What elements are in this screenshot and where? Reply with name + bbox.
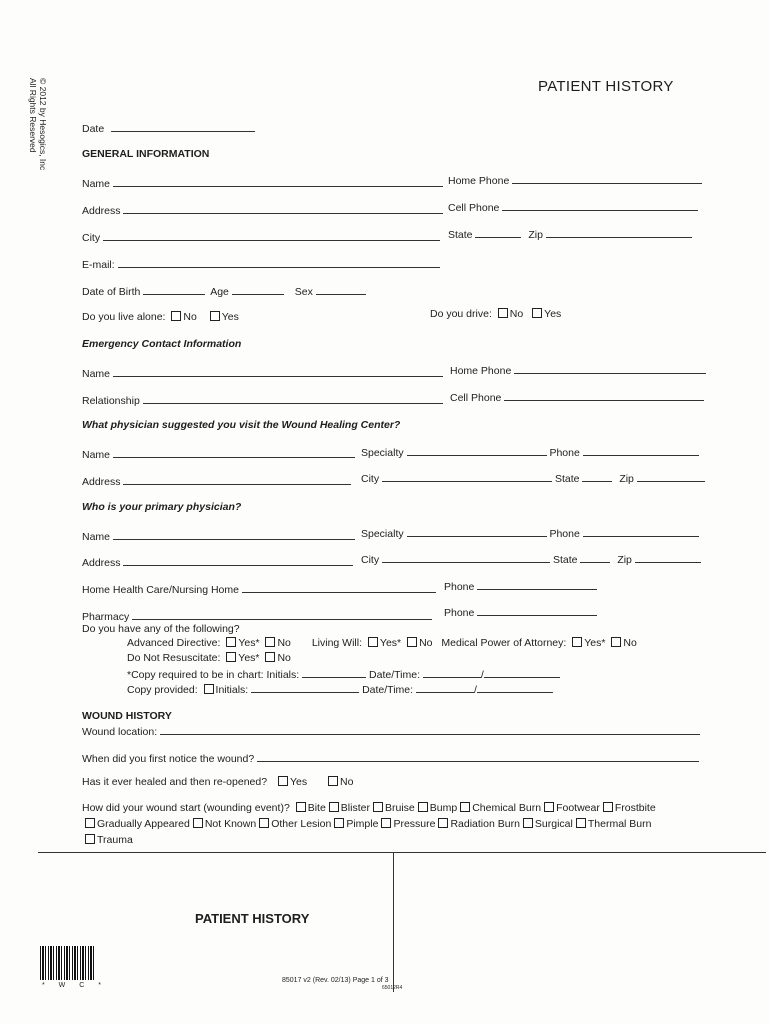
footer-divider <box>38 852 766 853</box>
primary-city-row <box>361 552 701 566</box>
cause-row1-checkbox-5[interactable] <box>544 802 554 812</box>
dnr-no-checkbox[interactable] <box>265 652 275 662</box>
referring-address-row <box>82 474 351 488</box>
city-label: City <box>82 232 101 244</box>
home-phone-label: Home Phone <box>448 175 510 187</box>
cause-row2-label-1: Not Known <box>204 818 257 830</box>
cause-row1-label-4: Chemical Burn <box>472 802 542 814</box>
poa-no-label: No <box>623 637 637 649</box>
home-health-phone-label: Phone <box>444 581 475 593</box>
emergency-home-phone-row <box>450 363 706 377</box>
healed-no-checkbox[interactable] <box>328 776 338 786</box>
city-field[interactable] <box>103 230 440 241</box>
name-label: Name <box>82 178 111 190</box>
drive-label: Do you drive: <box>430 308 492 320</box>
emergency-cell-field[interactable] <box>504 390 704 401</box>
referring-city-row <box>361 471 705 485</box>
cause-row2-checkbox-2[interactable] <box>259 818 269 828</box>
dob-field[interactable] <box>143 284 205 295</box>
wound-location-field[interactable] <box>160 724 700 735</box>
primary-specialty-field[interactable] <box>407 526 547 537</box>
dnr-label: Do Not Resuscitate: <box>127 652 221 664</box>
advanced-no-checkbox[interactable] <box>265 637 275 647</box>
primary-zip-label: Zip <box>617 554 632 566</box>
wound-start-row1 <box>82 802 656 814</box>
referring-name-label: Name <box>82 449 111 461</box>
live-alone-row <box>82 311 239 323</box>
dnr-row <box>127 652 291 664</box>
state-field[interactable] <box>475 227 521 238</box>
zip-label: Zip <box>528 229 543 241</box>
address-label: Address <box>82 205 121 217</box>
copyright-vertical: © 2012 by Hesogics, Inc All Rights Reserved <box>28 78 48 171</box>
slash-separator: / <box>480 669 484 681</box>
copy-provided-initials-field[interactable] <box>251 682 359 693</box>
dob-row <box>82 284 366 298</box>
wound-start-label: How did your wound start (wounding event)? <box>82 802 290 814</box>
general-name-row <box>82 176 443 190</box>
referring-state-label: State <box>554 473 580 485</box>
living-will-yes-label: Yes* <box>379 637 402 649</box>
healed-yes-checkbox[interactable] <box>278 776 288 786</box>
cause-row2-label-5: Radiation Burn <box>450 818 520 830</box>
cause-row1-label-3: Bump <box>429 802 458 814</box>
live-alone-yes-label: Yes <box>221 311 239 323</box>
home-phone-field[interactable] <box>512 173 702 184</box>
cause-row2-label-2: Other Lesion <box>271 818 332 830</box>
page-title: PATIENT HISTORY <box>538 78 674 95</box>
home-health-row <box>82 582 436 596</box>
wound-heading: WOUND HISTORY <box>82 710 172 722</box>
primary-specialty-label: Specialty <box>361 528 404 540</box>
primary-address-row <box>82 555 353 569</box>
cause-row2-checkbox-3[interactable] <box>334 818 344 828</box>
general-address-row <box>82 203 443 217</box>
referring-phone-field[interactable] <box>583 445 699 456</box>
footer-title: PATIENT HISTORY <box>195 911 310 926</box>
emergency-home-phone-field[interactable] <box>514 363 706 374</box>
referring-address-field[interactable] <box>123 474 351 485</box>
copy-required-date-field[interactable] <box>423 667 481 678</box>
copy-provided-label: Copy provided: <box>127 684 198 696</box>
home-health-label: Home Health Care/Nursing Home <box>82 584 239 596</box>
poa-label: Medical Power of Attorney: <box>441 637 567 649</box>
drive-no-checkbox[interactable] <box>498 308 508 318</box>
general-city-row <box>82 230 440 244</box>
email-row <box>82 257 440 271</box>
cause-row1-label-1: Blister <box>340 802 370 814</box>
cause-row3-checkbox-0[interactable] <box>85 834 95 844</box>
cause-row2-checkbox-0[interactable] <box>85 818 95 828</box>
age-field[interactable] <box>232 284 284 295</box>
cause-row1-label-2: Bruise <box>384 802 415 814</box>
date-row <box>82 121 255 135</box>
copy-provided-time-field[interactable] <box>477 682 553 693</box>
home-health-phone-row <box>444 579 597 593</box>
cause-row1-checkbox-1[interactable] <box>329 802 339 812</box>
slash-separator: / <box>473 684 477 696</box>
cell-phone-label: Cell Phone <box>448 202 500 214</box>
living-will-no-label: No <box>419 637 433 649</box>
zip-field[interactable] <box>546 227 692 238</box>
primary-state-label: State <box>552 554 578 566</box>
live-alone-yes-checkbox[interactable] <box>210 311 220 321</box>
pharmacy-phone-label: Phone <box>444 607 475 619</box>
cause-row1-checkbox-6[interactable] <box>603 802 613 812</box>
cause-row3-label-0: Trauma <box>97 834 133 846</box>
sex-label: Sex <box>294 286 313 298</box>
referring-address-label: Address <box>82 476 121 488</box>
wound-location-label: Wound location: <box>82 726 158 738</box>
referring-city-field[interactable] <box>382 471 552 482</box>
cause-row2-checkbox-7[interactable] <box>576 818 586 828</box>
referring-zip-label: Zip <box>619 473 634 485</box>
form-code: 85017 v2 (Rev. 02/13) Page 1 of 3 <box>282 977 389 984</box>
advanced-yes-checkbox[interactable] <box>226 637 236 647</box>
cell-phone-row <box>448 200 698 214</box>
relationship-row <box>82 393 443 407</box>
state-zip-row <box>448 227 692 241</box>
pharmacy-phone-field[interactable] <box>477 605 597 616</box>
footer-vertical-divider <box>393 852 394 992</box>
live-alone-no-checkbox[interactable] <box>171 311 181 321</box>
cause-row1-checkbox-4[interactable] <box>460 802 470 812</box>
cause-row2-label-7: Thermal Burn <box>587 818 652 830</box>
date-field[interactable] <box>111 121 255 132</box>
referring-name-field[interactable] <box>113 447 355 458</box>
drive-row <box>430 308 561 320</box>
pharmacy-row <box>82 609 432 623</box>
cause-row2-checkbox-4[interactable] <box>381 818 391 828</box>
referring-specialty-row <box>361 445 699 459</box>
home-phone-row <box>448 173 702 187</box>
email-field[interactable] <box>118 257 440 268</box>
advanced-yes-label: Yes* <box>238 637 260 649</box>
emergency-heading: Emergency Contact Information <box>82 338 242 350</box>
primary-heading: Who is your primary physician? <box>82 501 242 513</box>
healed-no-label: No <box>340 776 354 788</box>
first-notice-label: When did you first notice the wound? <box>82 753 255 765</box>
dob-label: Date of Birth <box>82 286 141 298</box>
poa-yes-checkbox[interactable] <box>572 637 582 647</box>
poa-no-checkbox[interactable] <box>611 637 621 647</box>
cause-row1-label-5: Footwear <box>556 802 600 814</box>
cell-phone-field[interactable] <box>502 200 698 211</box>
emergency-name-field[interactable] <box>113 366 443 377</box>
primary-address-field[interactable] <box>123 555 353 566</box>
dnr-no-label: No <box>277 652 291 664</box>
healed-yes-label: Yes <box>289 776 308 788</box>
referring-state-field[interactable] <box>582 471 612 482</box>
general-heading: GENERAL INFORMATION <box>82 148 210 160</box>
live-alone-label: Do you live alone: <box>82 311 166 323</box>
wound-location-row <box>82 724 700 738</box>
relationship-label: Relationship <box>82 395 140 407</box>
copy-required-row <box>127 667 560 681</box>
pharmacy-field[interactable] <box>132 609 432 620</box>
cause-row1-checkbox-0[interactable] <box>296 802 306 812</box>
primary-name-field[interactable] <box>113 529 355 540</box>
referring-specialty-field[interactable] <box>407 445 547 456</box>
state-label: State <box>448 229 473 241</box>
advanced-directive-row <box>127 637 637 649</box>
drive-no-label: No <box>509 308 524 320</box>
primary-address-label: Address <box>82 557 121 569</box>
cause-row2-label-4: Pressure <box>393 818 436 830</box>
copy-provided-date-field[interactable] <box>416 682 474 693</box>
healed-label: Has it ever healed and then re-opened? <box>82 776 268 788</box>
healed-row <box>82 776 353 788</box>
home-health-phone-field[interactable] <box>477 579 597 590</box>
dnr-yes-checkbox[interactable] <box>226 652 236 662</box>
cause-row2-label-3: Pimple <box>346 818 379 830</box>
copy-required-datetime-label: Date/Time: <box>369 669 420 681</box>
causes-row1 <box>293 802 656 814</box>
first-notice-field[interactable] <box>257 751 699 762</box>
relationship-field[interactable] <box>143 393 443 404</box>
copy-required-initials-field[interactable] <box>302 667 366 678</box>
referring-name-row <box>82 447 355 461</box>
barcode-text: * W C * <box>42 982 107 989</box>
causes-row3 <box>82 834 133 846</box>
primary-city-field[interactable] <box>382 552 550 563</box>
primary-name-label: Name <box>82 531 111 543</box>
copy-provided-initials-label: Initials: <box>215 684 249 696</box>
cause-row1-checkbox-2[interactable] <box>373 802 383 812</box>
cause-row1-checkbox-3[interactable] <box>418 802 428 812</box>
copy-provided-datetime-label: Date/Time: <box>362 684 414 696</box>
referring-heading: What physician suggested you visit the Wound Healing Center? <box>82 419 401 431</box>
emergency-name-label: Name <box>82 368 111 380</box>
living-will-yes-checkbox[interactable] <box>368 637 378 647</box>
cause-row1-label-0: Bite <box>307 802 326 814</box>
copy-required-label: *Copy required to be in chart: Initials: <box>127 669 300 681</box>
cause-row2-checkbox-5[interactable] <box>438 818 448 828</box>
causes-row2 <box>82 818 651 830</box>
pharmacy-phone-row <box>444 605 597 619</box>
directives-question: Do you have any of the following? <box>82 623 240 635</box>
advanced-directive-label: Advanced Directive: <box>127 637 221 649</box>
poa-yes-label: Yes* <box>584 637 606 649</box>
drive-yes-label: Yes <box>544 308 562 320</box>
emergency-home-phone-label: Home Phone <box>450 365 512 377</box>
primary-specialty-row <box>361 526 699 540</box>
referring-zip-field[interactable] <box>637 471 705 482</box>
primary-phone-label: Phone <box>549 528 580 540</box>
primary-state-field[interactable] <box>580 552 610 563</box>
living-will-label: Living Will: <box>311 637 362 649</box>
barcode <box>40 946 94 980</box>
copy-required-time-field[interactable] <box>484 667 560 678</box>
primary-phone-field[interactable] <box>583 526 699 537</box>
cause-row2-checkbox-6[interactable] <box>523 818 533 828</box>
sex-field[interactable] <box>316 284 366 295</box>
referring-specialty-label: Specialty <box>361 447 404 459</box>
dnr-yes-label: Yes* <box>238 652 260 664</box>
primary-zip-field[interactable] <box>635 552 701 563</box>
emergency-cell-label: Cell Phone <box>450 392 502 404</box>
home-health-field[interactable] <box>242 582 436 593</box>
primary-name-row <box>82 529 355 543</box>
advanced-no-label: No <box>277 637 291 649</box>
living-will-no-checkbox[interactable] <box>407 637 417 647</box>
pharmacy-label: Pharmacy <box>82 611 130 623</box>
form-code-small: 65012R4 <box>382 985 403 991</box>
emergency-cell-row <box>450 390 704 404</box>
cause-row2-label-6: Surgical <box>534 818 573 830</box>
cause-row2-checkbox-1[interactable] <box>193 818 203 828</box>
name-field[interactable] <box>113 176 443 187</box>
date-label: Date <box>82 123 105 135</box>
emergency-name-row <box>82 366 443 380</box>
cause-row1-label-6: Frostbite <box>614 802 656 814</box>
email-label: E-mail: <box>82 259 115 271</box>
primary-city-label: City <box>361 554 380 566</box>
drive-yes-checkbox[interactable] <box>532 308 542 318</box>
copy-provided-checkbox[interactable] <box>204 684 214 694</box>
age-label: Age <box>210 286 229 298</box>
address-field[interactable] <box>123 203 443 214</box>
referring-phone-label: Phone <box>549 447 580 459</box>
referring-city-label: City <box>361 473 380 485</box>
cause-row2-label-0: Gradually Appeared <box>97 818 190 830</box>
live-alone-no-label: No <box>183 311 197 323</box>
first-notice-row <box>82 751 699 765</box>
copy-provided-row <box>127 682 553 696</box>
